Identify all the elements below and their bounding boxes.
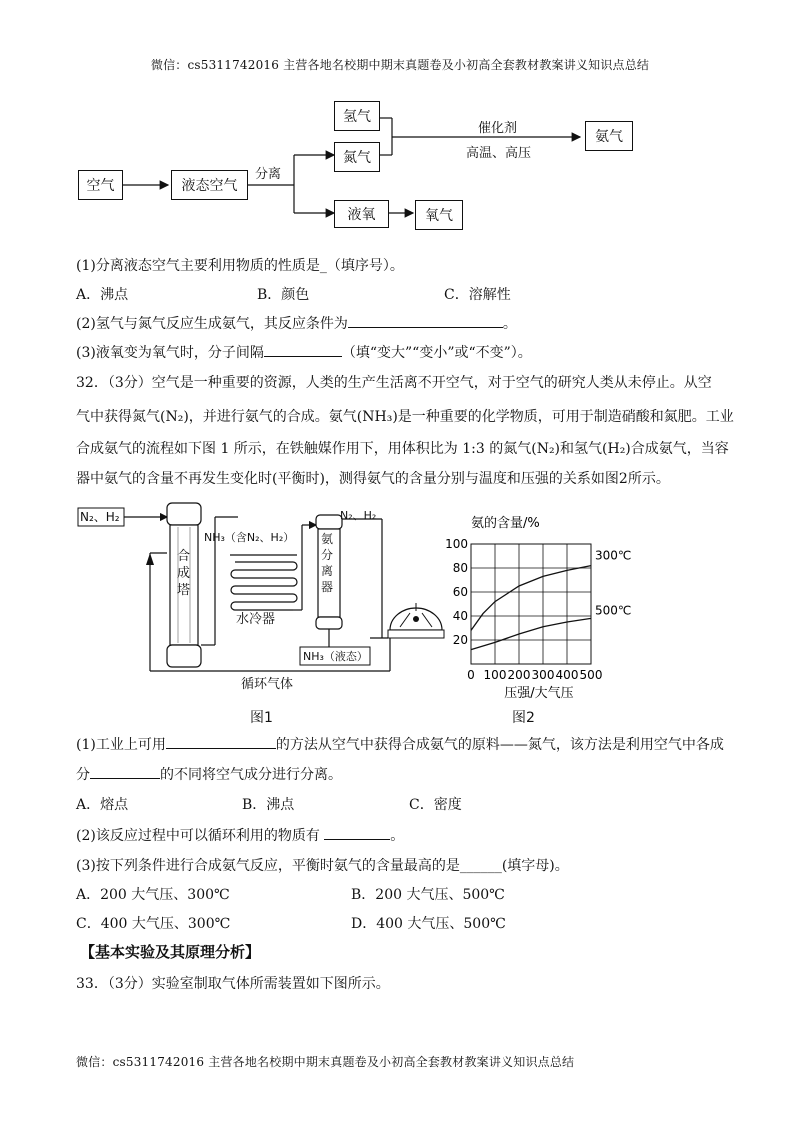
ammonia-content-chart (440, 505, 650, 705)
q31-part2-end: 。 (502, 316, 517, 332)
separator-char-3: 离 (321, 564, 334, 578)
separator-top (316, 515, 342, 529)
hydrogen-box (334, 101, 380, 131)
q32-paragraph-line2: 气中获得氮气(N₂)，并进行氨气的合成。氨气(NH₃)是一种重要的化学物质，可用于制造硝酸和氮肥。工业 (76, 409, 734, 425)
q32-part1-line2 (76, 764, 342, 784)
separator-char-2: 分 (321, 548, 334, 562)
x-tick-label: 200 (507, 668, 531, 682)
liquid-oxygen-box (334, 200, 389, 228)
q32-part3: (3)按下列条件进行合成氨气反应，平衡时氨气的含量最高的是______(填字母)。 (76, 858, 569, 874)
process-diagram (70, 495, 450, 695)
q31-part2-text: (2)氢气与氮气反应生成氨气，其反应条件为 (76, 316, 348, 332)
tower-bottom (167, 645, 201, 667)
y-tick-label: 20 (452, 633, 468, 647)
air-box (78, 170, 123, 200)
tower-label (177, 548, 190, 599)
x-axis-label: 压强/大气压 (504, 686, 574, 701)
q31-option-c: C．溶解性 (444, 287, 511, 303)
separate-label: 分离 (255, 167, 282, 182)
q32-option-c: C．密度 (409, 797, 462, 813)
q32-choice-c: C．400 大气压、300℃ (76, 916, 231, 932)
cycle-gas-label: 循环气体 (241, 677, 294, 692)
q32-part1-text-end: 的不同将空气成分进行分离。 (160, 767, 342, 783)
q32-choice-d: D．400 大气压、500℃ (351, 916, 506, 932)
recycled-gas-label: N₂、H₂ (340, 509, 377, 522)
q32-option-b: B．沸点 (242, 797, 295, 813)
separator-bottom (316, 617, 342, 629)
hydrogen-label: 氢气 (343, 109, 371, 125)
figure-1-caption: 图1 (250, 710, 273, 726)
q32-choice-b: B．200 大气压、500℃ (351, 887, 505, 903)
q32-part1-text: (1)工业上可用 (76, 737, 166, 753)
q31-part3-text-end: （填“变大”“变小”或“不变”）。 (341, 345, 532, 361)
y-tick-label: 40 (452, 609, 468, 623)
liquid-nh3-label: NH₃（液态） (303, 650, 368, 663)
plot-frame (471, 544, 591, 664)
q32-part1-text-mid: 的方法从空气中获得合成氨气的原料——氮气，该方法是利用空气中各成 (275, 737, 724, 753)
air-label: 空气 (86, 178, 115, 194)
q32-part2 (76, 825, 404, 845)
q31-part2 (76, 313, 517, 333)
conditions-label: 高温、高压 (466, 146, 532, 161)
catalyst-label: 催化剂 (478, 121, 518, 136)
separator-char-1: 氨 (321, 532, 334, 546)
nh3-mix-label: NH₃（含N₂、H₂） (204, 531, 295, 544)
x-tick-label: 500 (579, 668, 603, 682)
x-tick-label: 300 (531, 668, 555, 682)
q32-part1-blank1[interactable] (166, 736, 276, 749)
q32-paragraph-line1: 32．（3分）空气是一种重要的资源，人类的生产生活离不开空气，对于空气的研究人类从未停止。从空 (76, 375, 712, 391)
y-tick-label: 60 (452, 585, 468, 599)
compressor-base (388, 630, 444, 638)
flow-arrows (0, 0, 800, 240)
q32-choice-a: A．200 大气压、300℃ (76, 887, 230, 903)
input-gas-label: N₂、H₂ (80, 510, 120, 524)
oxygen-box (415, 200, 463, 230)
page-footer: 微信：cs5311742016 主营各地名校期中期末真题卷及小初高全套教材教案讲义知识点总结 (76, 1055, 575, 1069)
liquid-oxygen-label: 液氧 (347, 207, 376, 223)
nitrogen-label: 氮气 (343, 150, 371, 166)
series-label: 300℃ (595, 548, 632, 563)
q32-part1-text-2: 分 (76, 767, 90, 783)
cooler-coil (231, 562, 297, 610)
x-tick-label: 400 (555, 668, 579, 682)
tower-top (167, 503, 201, 525)
q31-option-a: A．沸点 (76, 287, 129, 303)
figure-2-caption: 图2 (512, 710, 535, 726)
series-line (471, 618, 591, 649)
ammonia-box (585, 121, 633, 151)
liquid-air-label: 液态空气 (181, 178, 238, 194)
separator-char-4: 器 (321, 580, 334, 594)
chart-title: 氨的含量/% (471, 516, 540, 531)
separator-label (321, 531, 333, 595)
x-tick-label: 100 (483, 668, 507, 682)
q32-part2-text: (2)该反应过程中可以循环利用的物质有 (76, 828, 320, 844)
q32-part2-end: 。 (390, 828, 405, 844)
q31-part3-blank[interactable] (264, 344, 342, 357)
ammonia-label: 氨气 (595, 129, 623, 145)
oxygen-label: 氧气 (425, 208, 453, 224)
series-label: 500℃ (595, 603, 632, 618)
q32-paragraph-line3: 合成氨气的流程如下图 1 所示，在铁触媒作用下，用体积比为 1:3 的氮气(N₂)和氢气(H₂)合成氨气，当容 (76, 441, 729, 457)
section-title: 【基本实验及其原理分析】 (80, 943, 261, 961)
q31-part3-text: (3)液氧变为氧气时，分子间隔 (76, 345, 264, 361)
tower-char-1: 合 (177, 549, 191, 564)
q32-part1-line1 (76, 734, 724, 754)
tower-char-3: 塔 (177, 583, 191, 598)
q33-stem: 33．（3分）实验室制取气体所需装置如下图所示。 (76, 976, 390, 992)
nitrogen-box (334, 142, 380, 172)
cooler-label: 水冷器 (236, 612, 276, 627)
x-tick-label: 0 (467, 668, 475, 682)
q31-part1: (1)分离液态空气主要利用物质的性质是_（填序号）。 (76, 258, 404, 274)
q32-paragraph-line4: 器中氨气的含量不再发生变化时(平衡时)，测得氨气的含量分别与温度和压强的关系如图2所示。 (76, 471, 670, 487)
liquid-air-box (171, 170, 248, 200)
q31-part3 (76, 342, 532, 362)
q32-option-a: A．熔点 (76, 797, 129, 813)
y-tick-label: 80 (452, 561, 468, 575)
tower-char-2: 成 (177, 566, 191, 581)
q31-option-b: B．颜色 (257, 287, 310, 303)
q32-part2-blank[interactable] (324, 827, 390, 840)
q31-part2-blank[interactable] (348, 315, 503, 328)
page-header: 微信：cs5311742016 主营各地名校期中期末真题卷及小初高全套教材教案讲义知识点总结 (150, 58, 650, 72)
y-tick-label: 100 (445, 537, 468, 551)
q32-part1-blank2[interactable] (90, 766, 160, 779)
